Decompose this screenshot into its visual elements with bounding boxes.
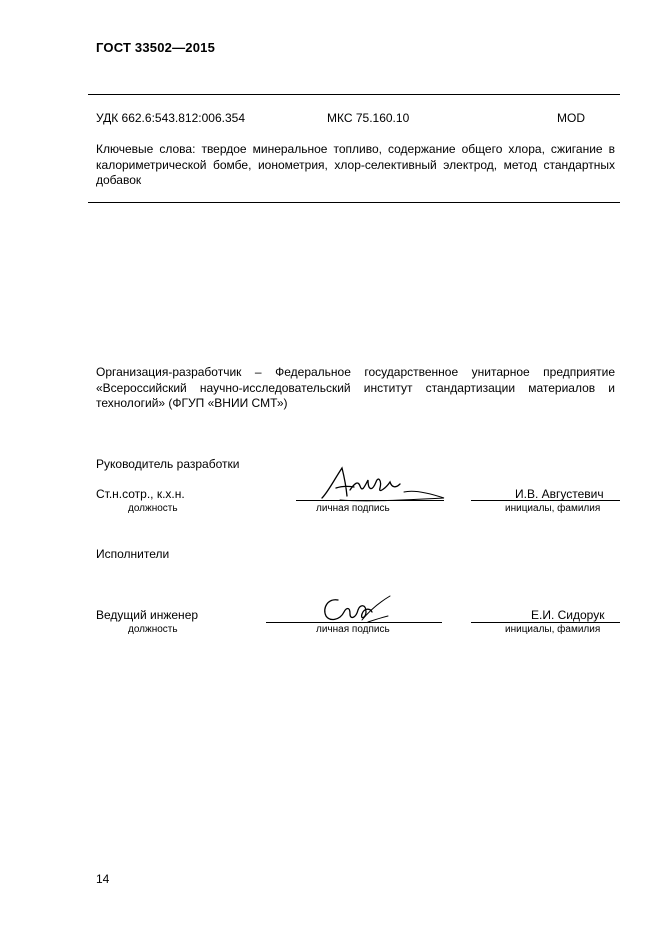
- performer-position-caption: должность: [128, 624, 178, 635]
- performers-heading: Исполнители: [96, 547, 170, 561]
- organization-paragraph: Организация-разработчик – Федеральное государственное унитарное предприятие «Всероссийский научно-исследовательский институт стандартизации материалов и технологий» (ФГУП «ВНИИ СМТ»): [96, 365, 615, 410]
- development-head-position-caption: должность: [128, 503, 178, 514]
- development-head-name: И.В. Августевич: [515, 487, 604, 501]
- mod-label: MOD: [557, 111, 585, 125]
- performer-signature-caption: личная подпись: [316, 624, 390, 635]
- performer-name-line: [471, 622, 620, 623]
- mks-code: МКС 75.160.10: [327, 111, 410, 125]
- development-head-signature-line: [296, 500, 444, 501]
- page-number: 14: [96, 872, 110, 886]
- performer-name-caption: инициалы, фамилия: [505, 624, 601, 635]
- keywords-paragraph: Ключевые слова: твердое минеральное топливо, содержание общего хлора, сжигание в калориметрической бомбе, ионометрия, хлор-селективный электрод, метод стандартных добавок: [96, 142, 615, 187]
- performer-position: Ведущий инженер: [96, 608, 199, 622]
- development-head-position: Ст.н.сотр., к.х.н.: [96, 487, 185, 501]
- development-head-signature: [316, 462, 446, 508]
- bottom-divider: [88, 202, 620, 203]
- performer-name: Е.И. Сидорук: [531, 608, 605, 622]
- development-head-name-caption: инициалы, фамилия: [505, 503, 601, 514]
- performer-signature-line: [266, 622, 442, 623]
- development-head-name-line: [471, 500, 620, 501]
- top-divider: [88, 94, 620, 95]
- development-head-heading: Руководитель разработки: [96, 457, 240, 471]
- udk-code: УДК 662.6:543.812:006.354: [96, 111, 245, 125]
- development-head-signature-caption: личная подпись: [316, 503, 390, 514]
- document-title: ГОСТ 33502—2015: [96, 40, 215, 55]
